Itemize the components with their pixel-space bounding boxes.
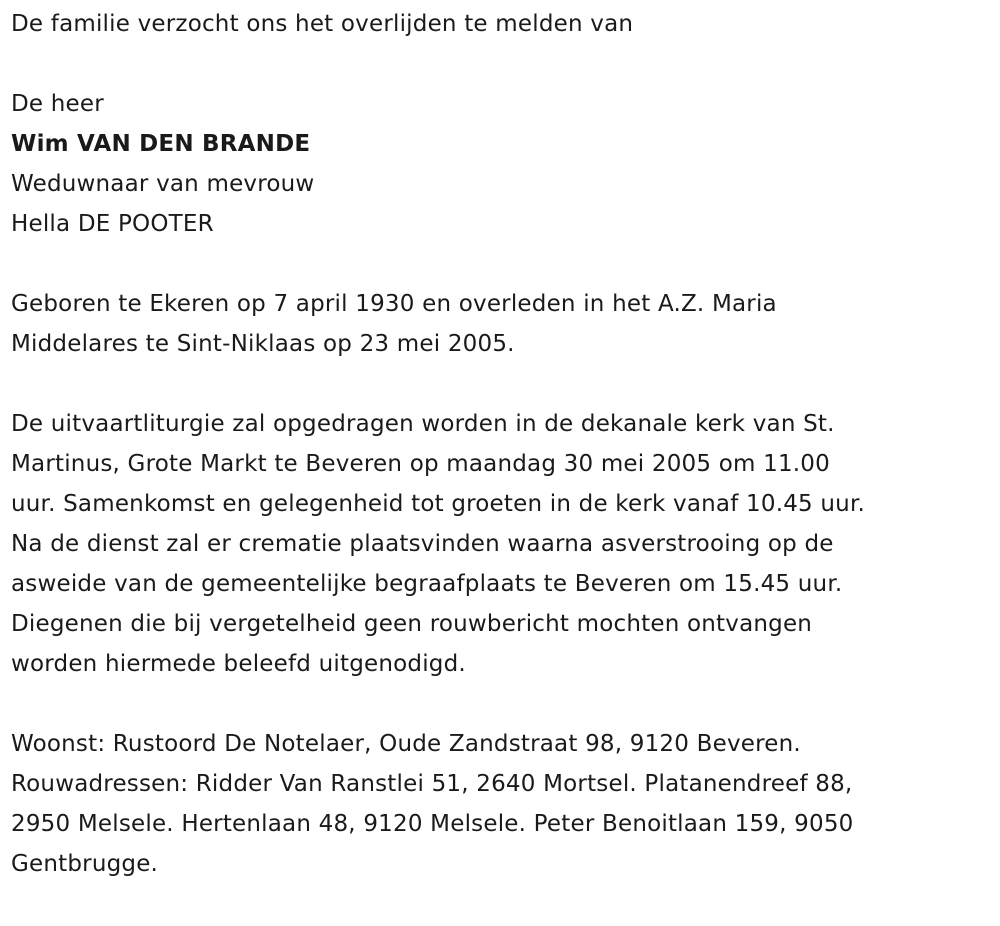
funeral-paragraph <box>11 404 986 684</box>
intro-text: De familie verzocht ons het overlijden te melden van <box>11 11 634 37</box>
paragraph-line: worden hiermede beleefd uitgenodigd. <box>11 651 466 677</box>
paragraph-line: Gentbrugge. <box>11 851 159 877</box>
paragraph-line: Middelares te Sint-Niklaas op 23 mei 2005. <box>11 331 515 357</box>
relation-text: Weduwnaar van mevrouw <box>11 171 315 197</box>
paragraph-line: Rouwadressen: Ridder Van Ranstlei 51, 2640 Mortsel. Platanendreef 88, <box>11 771 853 797</box>
paragraph-line: Diegenen die bij vergetelheid geen rouwbericht mochten ontvangen <box>11 611 813 637</box>
paragraph-line: asweide van de gemeentelijke begraafplaats te Beveren om 15.45 uur. <box>11 571 843 597</box>
paragraph-line: Woonst: Rustoord De Notelaer, Oude Zandstraat 98, 9120 Beveren. <box>11 731 801 757</box>
deceased-name: Wim VAN DEN BRANDE <box>11 131 311 157</box>
addresses-paragraph <box>11 724 986 884</box>
paragraph-line: 2950 Melsele. Hertenlaan 48, 9120 Melsele. Peter Benoitlaan 159, 9050 <box>11 811 854 837</box>
paragraph-line: Na de dienst zal er crematie plaatsvinden waarna asverstrooing op de <box>11 531 834 557</box>
birth-death-paragraph <box>11 284 986 364</box>
spacer <box>11 244 986 284</box>
spacer <box>11 364 986 404</box>
paragraph-line: Martinus, Grote Markt te Beveren op maandag 30 mei 2005 om 11.00 <box>11 451 830 477</box>
obituary-notice <box>11 4 986 884</box>
paragraph-line: De uitvaartliturgie zal opgedragen worden in de dekanale kerk van St. <box>11 411 835 437</box>
salutation: De heer <box>11 91 104 117</box>
spacer <box>11 684 986 724</box>
paragraph-line: uur. Samenkomst en gelegenheid tot groeten in de kerk vanaf 10.45 uur. <box>11 491 865 517</box>
spouse-name: Hella DE POOTER <box>11 211 214 237</box>
spacer <box>11 44 986 84</box>
paragraph-line: Geboren te Ekeren op 7 april 1930 en overleden in het A.Z. Maria <box>11 291 777 317</box>
